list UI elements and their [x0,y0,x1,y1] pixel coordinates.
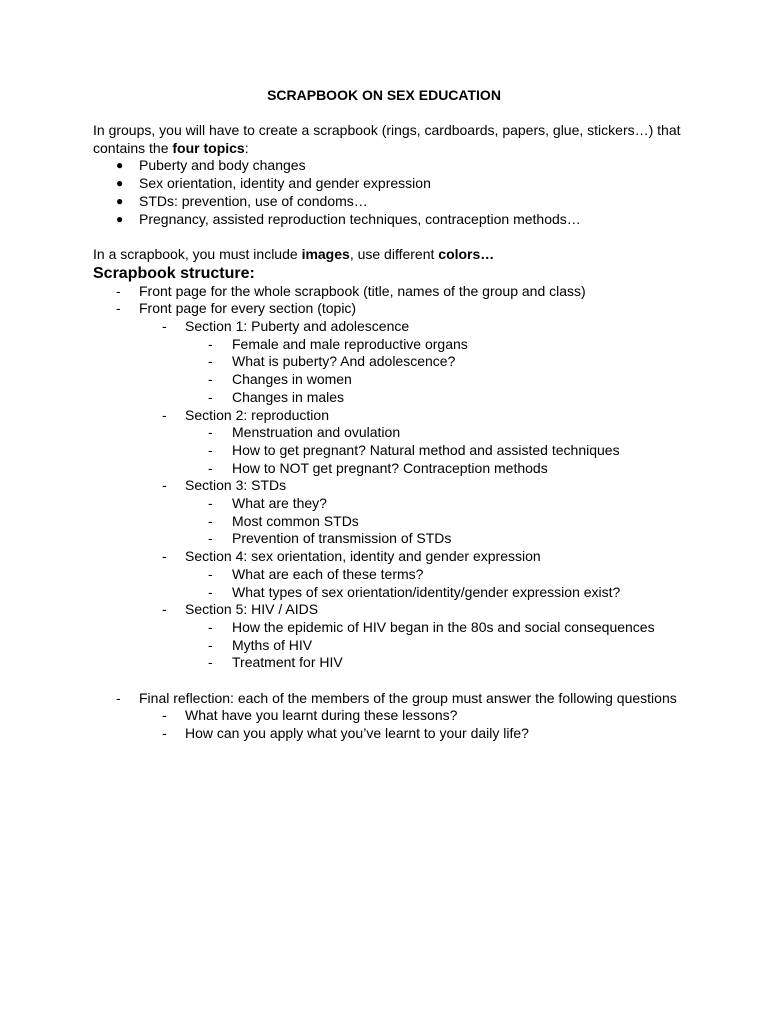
dash-icon: - [208,353,213,370]
section-label: Section 1: Puberty and adolescence [185,318,410,335]
list-item [93,389,693,407]
structure-item-text: Front page for every section (topic) [139,300,357,317]
list-item [93,300,693,318]
topic-text: STDs: prevention, use of condoms… [139,192,368,209]
document-title: SCRAPBOOK ON SEX EDUCATION [267,87,501,103]
dash-icon: - [162,725,167,742]
section-item-text: How the epidemic of HIV began in the 80s and social consequences [232,618,655,635]
final-reflection-text: Final reflection: each of the members of the group must answer the following questions [139,689,677,706]
section-item-text: Treatment for HIV [232,654,343,671]
dash-icon: - [208,495,213,512]
dash-icon: - [116,282,121,299]
dash-icon: - [116,300,121,317]
include-text-middle: , use different [349,245,439,262]
list-item [93,336,693,354]
list-item [93,707,693,725]
list-item [93,442,693,460]
topics-list [93,157,693,228]
dash-icon: - [208,512,213,529]
include-text: In a scrapbook, you must include [93,245,302,262]
section-item-text: How to get pregnant? Natural method and assisted techniques [232,441,620,458]
section-label: Section 2: reproduction [185,406,329,423]
list-item [93,566,693,584]
intro-colon: : [244,139,249,156]
list-item [93,619,693,637]
list-item [93,513,693,531]
section-item-text: Menstruation and ovulation [232,424,401,441]
section-item-text: Changes in women [232,371,352,388]
section-item-text: Changes in males [232,388,345,405]
list-item [93,211,693,229]
list-item [93,283,693,301]
list-item [93,530,693,548]
topic-text: Puberty and body changes [139,157,306,174]
list-item [93,690,693,708]
dash-icon: - [208,388,213,405]
section-label: Section 5: HIV / AIDS [185,601,319,618]
intro-paragraph [93,122,693,157]
include-paragraph [93,246,693,264]
dash-icon: - [208,335,213,352]
section-item-text: Myths of HIV [232,636,313,653]
dash-icon: - [162,406,167,423]
section-item-text: Prevention of transmission of STDs [232,530,452,547]
list-item [93,460,693,478]
dash-icon: - [208,424,213,441]
dash-icon: - [208,654,213,671]
include-bold-colors: colors… [438,245,495,262]
structure-heading: Scrapbook structure: [93,264,255,282]
section-item-text: Most common STDs [232,512,359,529]
dash-icon: - [208,618,213,635]
section-heading [93,477,693,495]
dash-icon: - [162,601,167,618]
dash-icon: - [162,548,167,565]
dash-icon: - [162,477,167,494]
intro-text: In groups, you will have to create a scrapbook (rings, cardboards, papers, glue, stickers…) that contains the [93,122,681,156]
section-item-text: What are each of these terms? [232,565,424,582]
list-item [93,637,693,655]
section-label: Section 3: STDs [185,477,287,494]
section-item-text: What is puberty? And adolescence? [232,353,456,370]
section-label: Section 4: sex orientation, identity and gender expression [185,548,541,565]
bullet-icon: ● [116,193,124,208]
section-heading [93,407,693,425]
intro-bold-topics: four topics [172,139,245,156]
section-heading [93,601,693,619]
structure-list [93,283,693,672]
section-item-text: What are they? [232,495,327,512]
section-item-text: Female and male reproductive organs [232,335,468,352]
list-item [93,157,693,175]
section-heading [93,318,693,336]
dash-icon: - [208,583,213,600]
section-item-text: How to NOT get pregnant? Contraception methods [232,459,548,476]
document-body [93,122,693,743]
list-item [93,353,693,371]
bullet-icon: ● [116,176,124,191]
list-item [93,193,693,211]
dash-icon: - [208,371,213,388]
section-heading [93,548,693,566]
list-item [93,371,693,389]
reflection-question-text: What have you learnt during these lessons? [185,707,458,724]
structure-item-text: Front page for the whole scrapbook (title, names of the group and class) [139,282,586,299]
bullet-icon: ● [116,211,124,226]
dash-icon: - [208,530,213,547]
topic-text: Sex orientation, identity and gender expression [139,175,431,192]
list-item [93,495,693,513]
topic-text: Pregnancy, assisted reproduction techniques, contraception methods… [139,210,581,227]
dash-icon: - [162,707,167,724]
list-item [93,424,693,442]
list-item [93,175,693,193]
dash-icon: - [208,565,213,582]
dash-icon: - [208,459,213,476]
bullet-icon: ● [116,158,124,173]
section-item-text: What types of sex orientation/identity/gender expression exist? [232,583,621,600]
reflection-question-text: How can you apply what you’ve learnt to your daily life? [185,725,529,742]
list-item [93,584,693,602]
dash-icon: - [162,318,167,335]
dash-icon: - [208,441,213,458]
reflection-list [93,690,693,743]
include-bold-images: images [301,245,350,262]
list-item [93,654,693,672]
dash-icon: - [116,689,121,706]
dash-icon: - [208,636,213,653]
list-item [93,725,693,743]
